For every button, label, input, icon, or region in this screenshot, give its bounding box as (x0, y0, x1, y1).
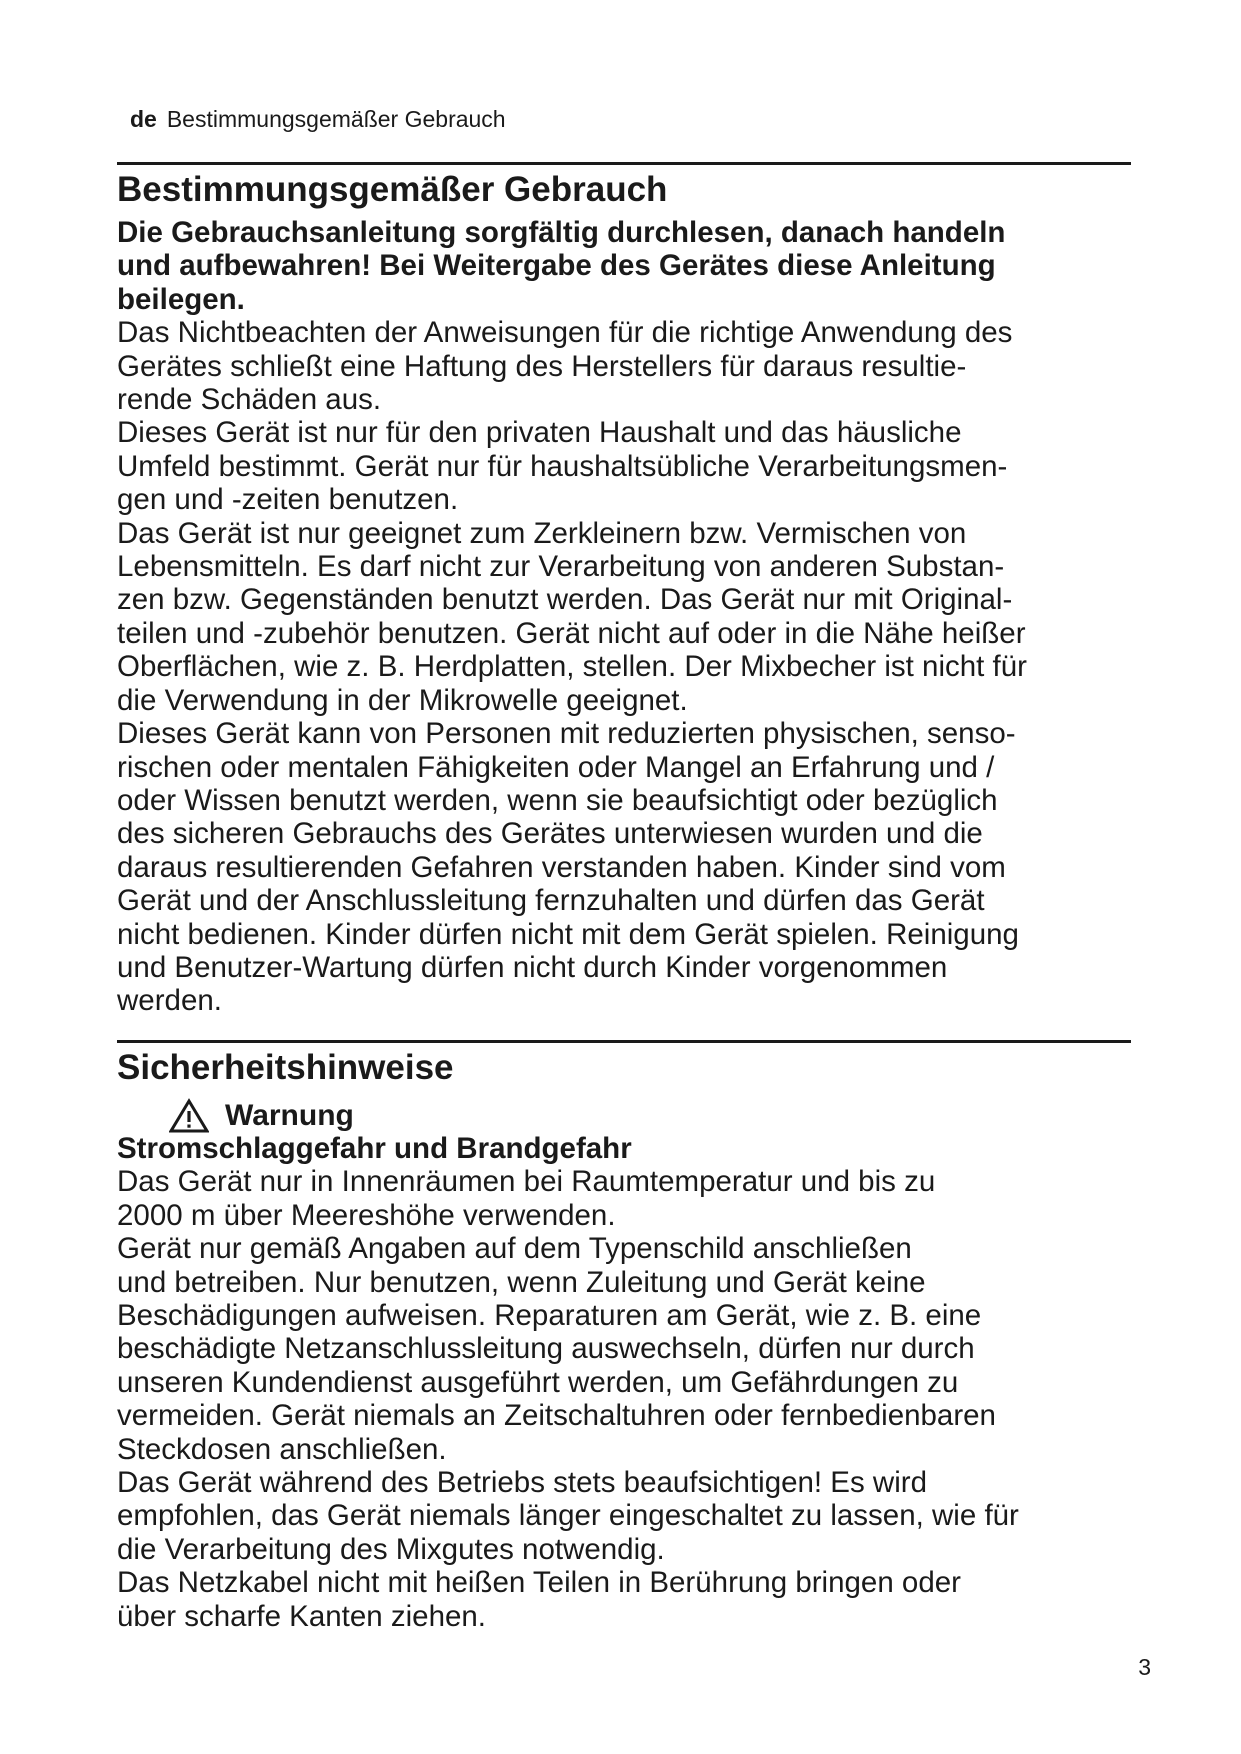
text-line: Dieses Gerät ist nur für den privaten Haushalt und das häusliche (117, 416, 962, 450)
text-line: Die Gebrauchsanleitung sorgfältig durchlesen, danach handeln (117, 216, 1006, 249)
text-line: nicht bedienen. Kinder dürfen nicht mit dem Gerät spielen. Reinigung (117, 917, 1019, 951)
intended-use-body (117, 216, 1132, 1018)
text-line: über scharfe Kanten ziehen. (117, 1599, 486, 1633)
text-line: 2000 m über Meereshöhe verwenden. (117, 1198, 616, 1232)
text-line: werden. (117, 984, 222, 1018)
warning-triangle-icon (169, 1098, 209, 1134)
safety-body (117, 1132, 1132, 1633)
paragraph (117, 517, 1132, 717)
paragraph (117, 1466, 1132, 1566)
paragraph (117, 1165, 1132, 1232)
text-line: Stromschlaggefahr und Brandgefahr (117, 1132, 632, 1165)
text-line: beschädigte Netzanschlussleitung auswechseln, dürfen nur durch (117, 1332, 975, 1366)
text-line: daraus resultierenden Gefahren verstanden haben. Kinder sind vom (117, 850, 1006, 884)
text-line: Oberflächen, wie z. B. Herdplatten, stellen. Der Mixbecher ist nicht für (117, 650, 1027, 684)
paragraph (117, 1232, 1132, 1466)
page-number: 3 (1138, 1654, 1151, 1680)
text-line: Das Gerät nur in Innenräumen bei Raumtemperatur und bis zu (117, 1165, 936, 1199)
text-line: zen bzw. Gegenständen benutzt werden. Das Gerät nur mit Original- (117, 583, 1013, 617)
text-line: vermeiden. Gerät niemals an Zeitschaltuhren oder fernbedienbaren (117, 1399, 996, 1433)
text-line: gen und -zeiten benutzen. (117, 483, 459, 517)
section-divider (117, 1040, 1131, 1043)
text-line: und aufbewahren! Bei Weitergabe des Gerätes diese Anleitung (117, 249, 996, 283)
text-line: Lebensmitteln. Es darf nicht zur Verarbeitung von anderen Substan- (117, 550, 1005, 584)
text-line: Steckdosen anschließen. (117, 1432, 447, 1466)
paragraph (117, 416, 1132, 516)
warning-text: Warnung (225, 1099, 354, 1132)
text-line: die Verwendung in der Mikrowelle geeignet. (117, 683, 688, 717)
text-line: Das Netzkabel nicht mit heißen Teilen in Berührung bringen oder (117, 1566, 961, 1600)
text-line: Das Nichtbeachten der Anweisungen für die richtige Anwendung des (117, 316, 1013, 350)
text-line: beilegen. (117, 282, 245, 316)
warning-label (169, 1098, 354, 1134)
paragraph (117, 316, 1132, 416)
hazard-subheading (117, 1132, 1132, 1165)
text-line: und Benutzer-Wartung dürfen nicht durch Kinder vorgenommen (117, 950, 948, 984)
text-line: rischen oder mentalen Fähigkeiten oder Mangel an Erfahrung und / (117, 750, 995, 784)
text-line: Beschädigungen aufweisen. Reparaturen am Gerät, wie z. B. eine (117, 1299, 982, 1333)
text-line: Das Gerät ist nur geeignet zum Zerkleinern bzw. Vermischen von (117, 516, 967, 550)
text-line: oder Wissen benutzt werden, wenn sie beaufsichtigt oder bezüglich (117, 783, 998, 817)
text-line: unseren Kundendienst ausgeführt werden, um Gefährdungen zu (117, 1365, 959, 1399)
text-line: und betreiben. Nur benutzen, wenn Zuleitung und Gerät keine (117, 1265, 926, 1299)
running-header (130, 103, 506, 135)
text-line: Gerät und der Anschlussleitung fernzuhalten und dürfen das Gerät (117, 884, 985, 918)
paragraph (117, 717, 1132, 1018)
running-header-title: Bestimmungsgemäßer Gebrauch (166, 106, 506, 132)
text-line: Umfeld bestimmt. Gerät nur für haushaltsübliche Verarbeitungsmen- (117, 449, 1008, 483)
section-title-intended-use: Bestimmungsgemäßer Gebrauch (117, 170, 668, 209)
text-line: Dieses Gerät kann von Personen mit reduzierten physischen, senso- (117, 717, 1016, 751)
intro-paragraph (117, 216, 1132, 316)
text-line: teilen und -zubehör benutzen. Gerät nicht auf oder in die Nähe heißer (117, 616, 1026, 650)
text-line: die Verarbeitung des Mixgutes notwendig. (117, 1532, 665, 1566)
text-line: des sicheren Gebrauchs des Gerätes unterwiesen wurden und die (117, 817, 983, 851)
language-code: de (130, 106, 157, 132)
paragraph (117, 1566, 1132, 1633)
text-line: Das Gerät während des Betriebs stets beaufsichtigen! Es wird (117, 1466, 928, 1500)
text-line: empfohlen, das Gerät niemals länger eingeschaltet zu lassen, wie für (117, 1499, 1019, 1533)
section-divider (117, 162, 1131, 165)
section-title-safety: Sicherheitshinweise (117, 1048, 454, 1087)
text-line: Gerätes schließt eine Haftung des Herstellers für daraus resultie- (117, 349, 967, 383)
text-line: Gerät nur gemäß Angaben auf dem Typenschild anschließen (117, 1232, 912, 1266)
text-line: rende Schäden aus. (117, 383, 382, 417)
